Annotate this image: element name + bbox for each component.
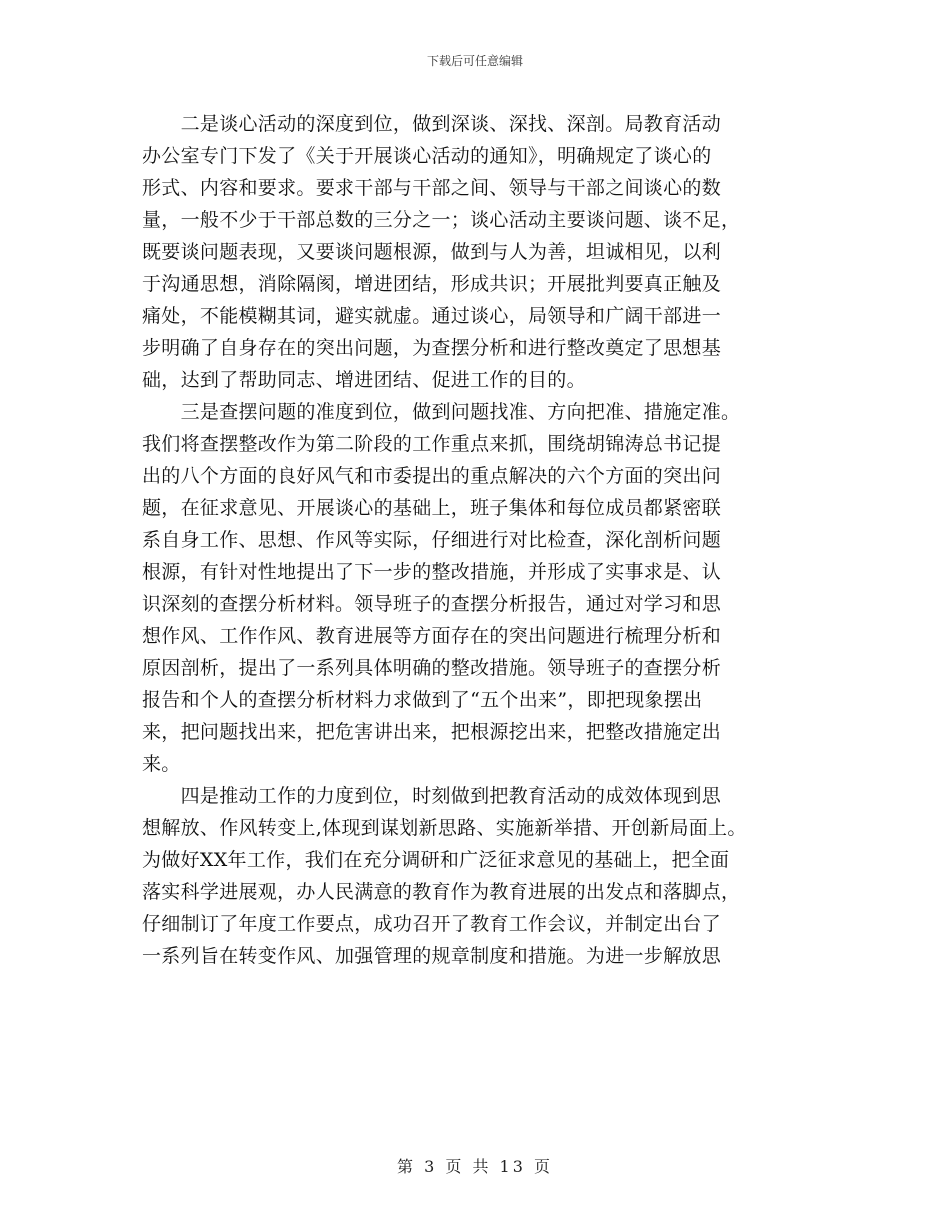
text-line: 想作风、工作作风、教育进展等方面存在的突出问题进行梳理分析和: [142, 625, 722, 647]
text-line: 仔细制订了年度工作要点，成功召开了教育工作会议，并制定出台了: [142, 913, 722, 935]
text-line: 来。: [142, 753, 181, 775]
text-line: 题，在征求意见、开展谈心的基础上，班子集体和每位成员都紧密联: [142, 497, 722, 519]
text-line: 步明确了自身存在的突出问题，为查摆分析和进行整改奠定了思想基: [142, 337, 722, 359]
text-line: 痛处，不能模糊其词，避实就虚。通过谈心，局领导和广阔干部进一: [142, 305, 722, 327]
text-line: 础，达到了帮助同志、增进团结、促进工作的目的。: [142, 369, 586, 391]
text-line: 四是推动工作的力度到位，时刻做到把教育活动的成效体现到思: [142, 785, 722, 807]
text-line: 出的八个方面的良好风气和市委提出的重点解决的六个方面的突出问: [142, 465, 722, 487]
text-line: 报告和个人的查摆分析材料力求做到了“五个出来”，即把现象摆出: [142, 689, 703, 711]
text-line: 落实科学进展观，办人民满意的教育作为教育进展的出发点和落脚点，: [142, 881, 741, 903]
text-line: 想解放、作风转变上,体现到谋划新思路、实施新举措、开创新局面上。: [142, 817, 747, 839]
text-line: 原因剖析，提出了一系列具体明确的整改措施。领导班子的查摆分析: [142, 657, 722, 679]
text-line: 二是谈心活动的深度到位，做到深谈、深找、深剖。局教育活动: [142, 113, 722, 135]
page-number-footer: 第 3 页 共 13 页: [397, 1157, 553, 1176]
text-line: 量，一般不少于干部总数的三分之一；谈心活动主要谈问题、谈不足，: [142, 209, 741, 231]
text-line: 我们将查摆整改作为第二阶段的工作重点来抓，围绕胡锦涛总书记提: [142, 433, 722, 455]
text-line: 根源，有针对性地提出了下一步的整改措施，并形成了实事求是、认: [142, 561, 722, 583]
text-line: 一系列旨在转变作风、加强管理的规章制度和措施。为进一步解放思: [142, 945, 722, 967]
text-line: 识深刻的查摆分析材料。领导班子的查摆分析报告，通过对学习和思: [142, 593, 722, 615]
text-line: 来，把问题找出来，把危害讲出来，把根源挖出来，把整改措施定出: [142, 721, 722, 743]
text-line: 为做好XX年工作，我们在充分调研和广泛征求意见的基础上，把全面: [142, 849, 730, 871]
text-line: 于沟通思想，消除隔阂，增进团结，形成共识；开展批判要真正触及: [142, 273, 722, 295]
text-line: 办公室专门下发了《关于开展谈心活动的通知》，明确规定了谈心的: [142, 145, 712, 167]
text-line: 形式、内容和要求。要求干部与干部之间、领导与干部之间谈心的数: [142, 177, 722, 199]
page-header: 下载后可任意编辑: [426, 54, 523, 68]
text-line: 既要谈问题表现，又要谈问题根源，做到与人为善，坦诚相见，以利: [142, 241, 722, 263]
document-body: [142, 108, 802, 972]
text-line: 系自身工作、思想、作风等实际，仔细进行对比检查，深化剖析问题: [142, 529, 722, 551]
text-line: 三是查摆问题的准度到位，做到问题找准、方向把准、措施定准。: [142, 401, 741, 423]
